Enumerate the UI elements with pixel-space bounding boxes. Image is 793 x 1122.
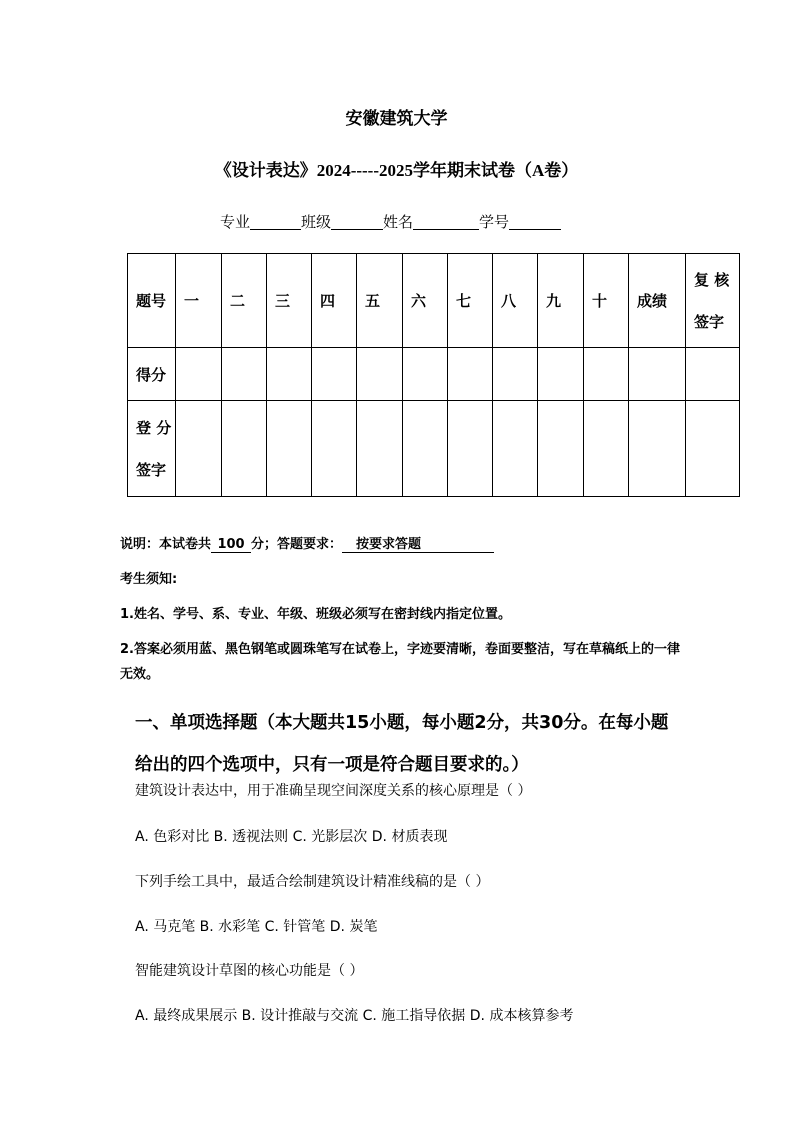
score-table (127, 253, 740, 497)
signature-cell (176, 401, 222, 497)
exam-description (120, 533, 494, 553)
points-unit: 分；答题要求： (251, 537, 343, 552)
score-cell (176, 348, 222, 401)
student-id-label: 学号 (479, 213, 510, 231)
total-points: 100 (211, 537, 251, 553)
score-cell (629, 348, 686, 401)
signature-cell (629, 401, 686, 497)
signature-cell (267, 401, 312, 497)
score-cell (584, 348, 629, 401)
signature-cell (538, 401, 584, 497)
score-cell (448, 348, 493, 401)
review-line-2: 签字 (694, 312, 725, 331)
name-blank (413, 213, 479, 230)
grader-line-2: 签字 (136, 460, 167, 479)
column-8: 八 (493, 254, 538, 348)
signature-cell (222, 401, 267, 497)
score-cell (222, 348, 267, 401)
notice-item-2: 2.答案必须用蓝、黑色钢笔或圆珠笔写在试卷上，字迹要清晰，卷面要整洁，写在草稿纸上的一律无效。 (120, 642, 680, 682)
column-3: 三 (267, 254, 312, 348)
notice-title: 考生须知: (120, 572, 178, 587)
signature-cell (686, 401, 740, 497)
question-2-stem: 下列手绘工具中，最适合绘制建筑设计精准线稿的是（ ） (135, 874, 490, 890)
question-1-options: A. 色彩对比 B. 透视法则 C. 光影层次 D. 材质表现 (135, 829, 448, 845)
signature-cell (312, 401, 357, 497)
column-6: 六 (403, 254, 448, 348)
score-cell (403, 348, 448, 401)
student-id-blank (509, 213, 561, 230)
name-label: 姓名 (383, 213, 414, 231)
column-1: 一 (176, 254, 222, 348)
table-row-signatures (128, 401, 740, 497)
description-prefix: 说明：本试卷共 (120, 537, 212, 552)
signature-cell (584, 401, 629, 497)
total-score-header: 成绩 (629, 254, 686, 348)
score-cell (267, 348, 312, 401)
column-2: 二 (222, 254, 267, 348)
notice-item-1: 1.姓名、学号、系、专业、年级、班级必须写在密封线内指定位置。 (120, 607, 511, 622)
school-name: 安徽建筑大学 (345, 109, 448, 129)
review-signature-header (686, 254, 740, 348)
question-3-stem: 智能建筑设计草图的核心功能是（ ） (135, 963, 364, 979)
major-label: 专业 (220, 213, 251, 231)
signature-cell (357, 401, 403, 497)
signature-cell (493, 401, 538, 497)
column-9: 九 (538, 254, 584, 348)
grader-line-1: 登 分 (136, 418, 172, 437)
score-cell (686, 348, 740, 401)
question-2-options: A. 马克笔 B. 水彩笔 C. 针管笔 D. 炭笔 (135, 919, 378, 935)
signature-cell (448, 401, 493, 497)
student-info-line (220, 211, 561, 232)
score-cell (312, 348, 357, 401)
question-number-header: 题号 (128, 254, 176, 348)
major-blank (250, 213, 301, 230)
column-4: 四 (312, 254, 357, 348)
exam-title: 《设计表达》2024-----2025学年期末试卷（A卷） (214, 161, 579, 180)
review-line-1: 复 核 (694, 270, 730, 289)
section-heading: 一、单项选择题（本大题共15小题，每小题2分，共30分。在每小题给出的四个选项中，只有一项是符合题目要求的。） (135, 713, 669, 775)
class-blank (331, 213, 383, 230)
question-1-stem: 建筑设计表达中，用于准确呈现空间深度关系的核心原理是（ ） (135, 783, 532, 799)
column-5: 五 (357, 254, 403, 348)
score-cell (538, 348, 584, 401)
score-row-label: 得分 (128, 348, 176, 401)
signature-cell (403, 401, 448, 497)
score-cell (357, 348, 403, 401)
score-cell (493, 348, 538, 401)
table-row-scores (128, 348, 740, 401)
answer-requirement: 按要求答题 (342, 533, 494, 553)
table-row-question-numbers (128, 254, 740, 348)
column-10: 十 (584, 254, 629, 348)
column-7: 七 (448, 254, 493, 348)
question-3-options: A. 最终成果展示 B. 设计推敲与交流 C. 施工指导依据 D. 成本核算参考 (135, 1008, 574, 1024)
grader-signature-label (128, 401, 176, 497)
class-label: 班级 (301, 213, 332, 231)
